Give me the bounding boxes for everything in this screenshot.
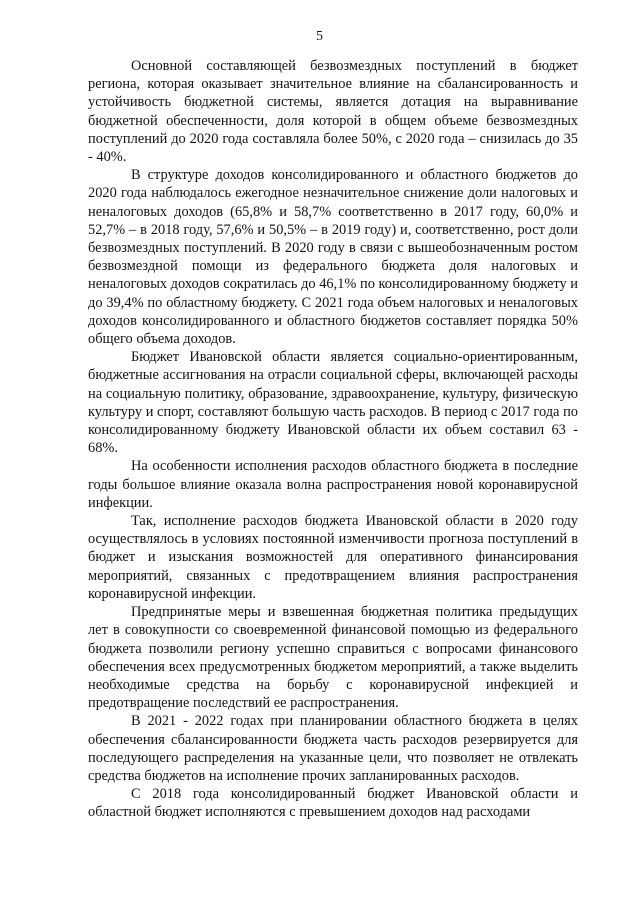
paragraph-coronavirus-impact: На особенности исполнения расходов областного бюджета в последние годы большое влияние оказала волна распространения новой коронавирусной инфекции.: [88, 458, 578, 511]
paragraph-2020-execution: Так, исполнение расходов бюджета Ивановской области в 2020 году осуществлялось в условиях постоянной изменчивости прогноза поступлений в бюджет и изыскания возможностей для оперативного финансирования мероприятий, связанных с предотвращением влияния распространения коронавирусной инфекции.: [88, 513, 578, 602]
document-body: [88, 57, 578, 822]
paragraph-gratuitous-receipts: Основной составляющей безвозмездных поступлений в бюджет региона, которая оказывает значительное влияние на сбалансированность и устойчивость бюджетной системы, является дотация на выравнивание бюджетной обеспеченности, доля которой в общем объеме безвозмездных поступлений до 2020 года составляла более 50%, с 2020 года – снизилась до 35 - 40%.: [88, 58, 578, 166]
paragraph-surplus-since-2018: С 2018 года консолидированный бюджет Ивановской области и областной бюджет исполняются с превышением доходов над расходами: [88, 786, 578, 821]
paragraph-measures-taken: Предпринятые меры и взвешенная бюджетная политика предыдущих лет в совокупности со своевременной финансовой помощью из федерального бюджета позволили региону успешно справиться с вопросами финансового обеспечения всех предусмотренных бюджетом мероприятий, а также выделить необходимые средства на борьбу с коронавирусной инфекцией и предотвращение последствий ее распространения.: [88, 604, 578, 712]
paragraph-revenue-structure: В структуре доходов консолидированного и областного бюджетов до 2020 года наблюдалось ежегодное незначительное снижение доли налоговых и неналоговых доходов (65,8% и 58,7% соответственно в 2017 году, 60,0% и 52,7% – в 2018 году, 57,6% и 50,5% – в 2019 году) и, соответственно, рост доли безвозмездных поступлений. В 2020 году в связи с вышеобозначенным ростом безвозмездной помощи из федерального бюджета доля налоговых и неналоговых доходов сократилась до 46,1% по консолидированному бюджету и до 39,4% по областному бюджету. С 2021 года объем налоговых и неналоговых доходов консолидированного и областного бюджетов составляет порядка 50% общего объема доходов.: [88, 167, 578, 348]
paragraph-social-budget: Бюджет Ивановской области является социально-ориентированным, бюджетные ассигнования на отрасли социальной сферы, включающей расходы на социальную политику, образование, здравоохранение, культуру, физическую культуру и спорт, составляют большую часть расходов. В период с 2017 года по консолидированному бюджету Ивановской области их объем составил 63 - 68%.: [88, 349, 578, 457]
page-number: 5: [316, 29, 323, 44]
paragraph-2021-2022-planning: В 2021 - 2022 годах при планировании областного бюджета в целях обеспечения сбалансированности бюджета часть расходов резервируется для последующего распределения на указанные цели, что позволяет не отвлекать средства бюджетов на исполнение прочих запланированных расходов.: [88, 713, 578, 784]
